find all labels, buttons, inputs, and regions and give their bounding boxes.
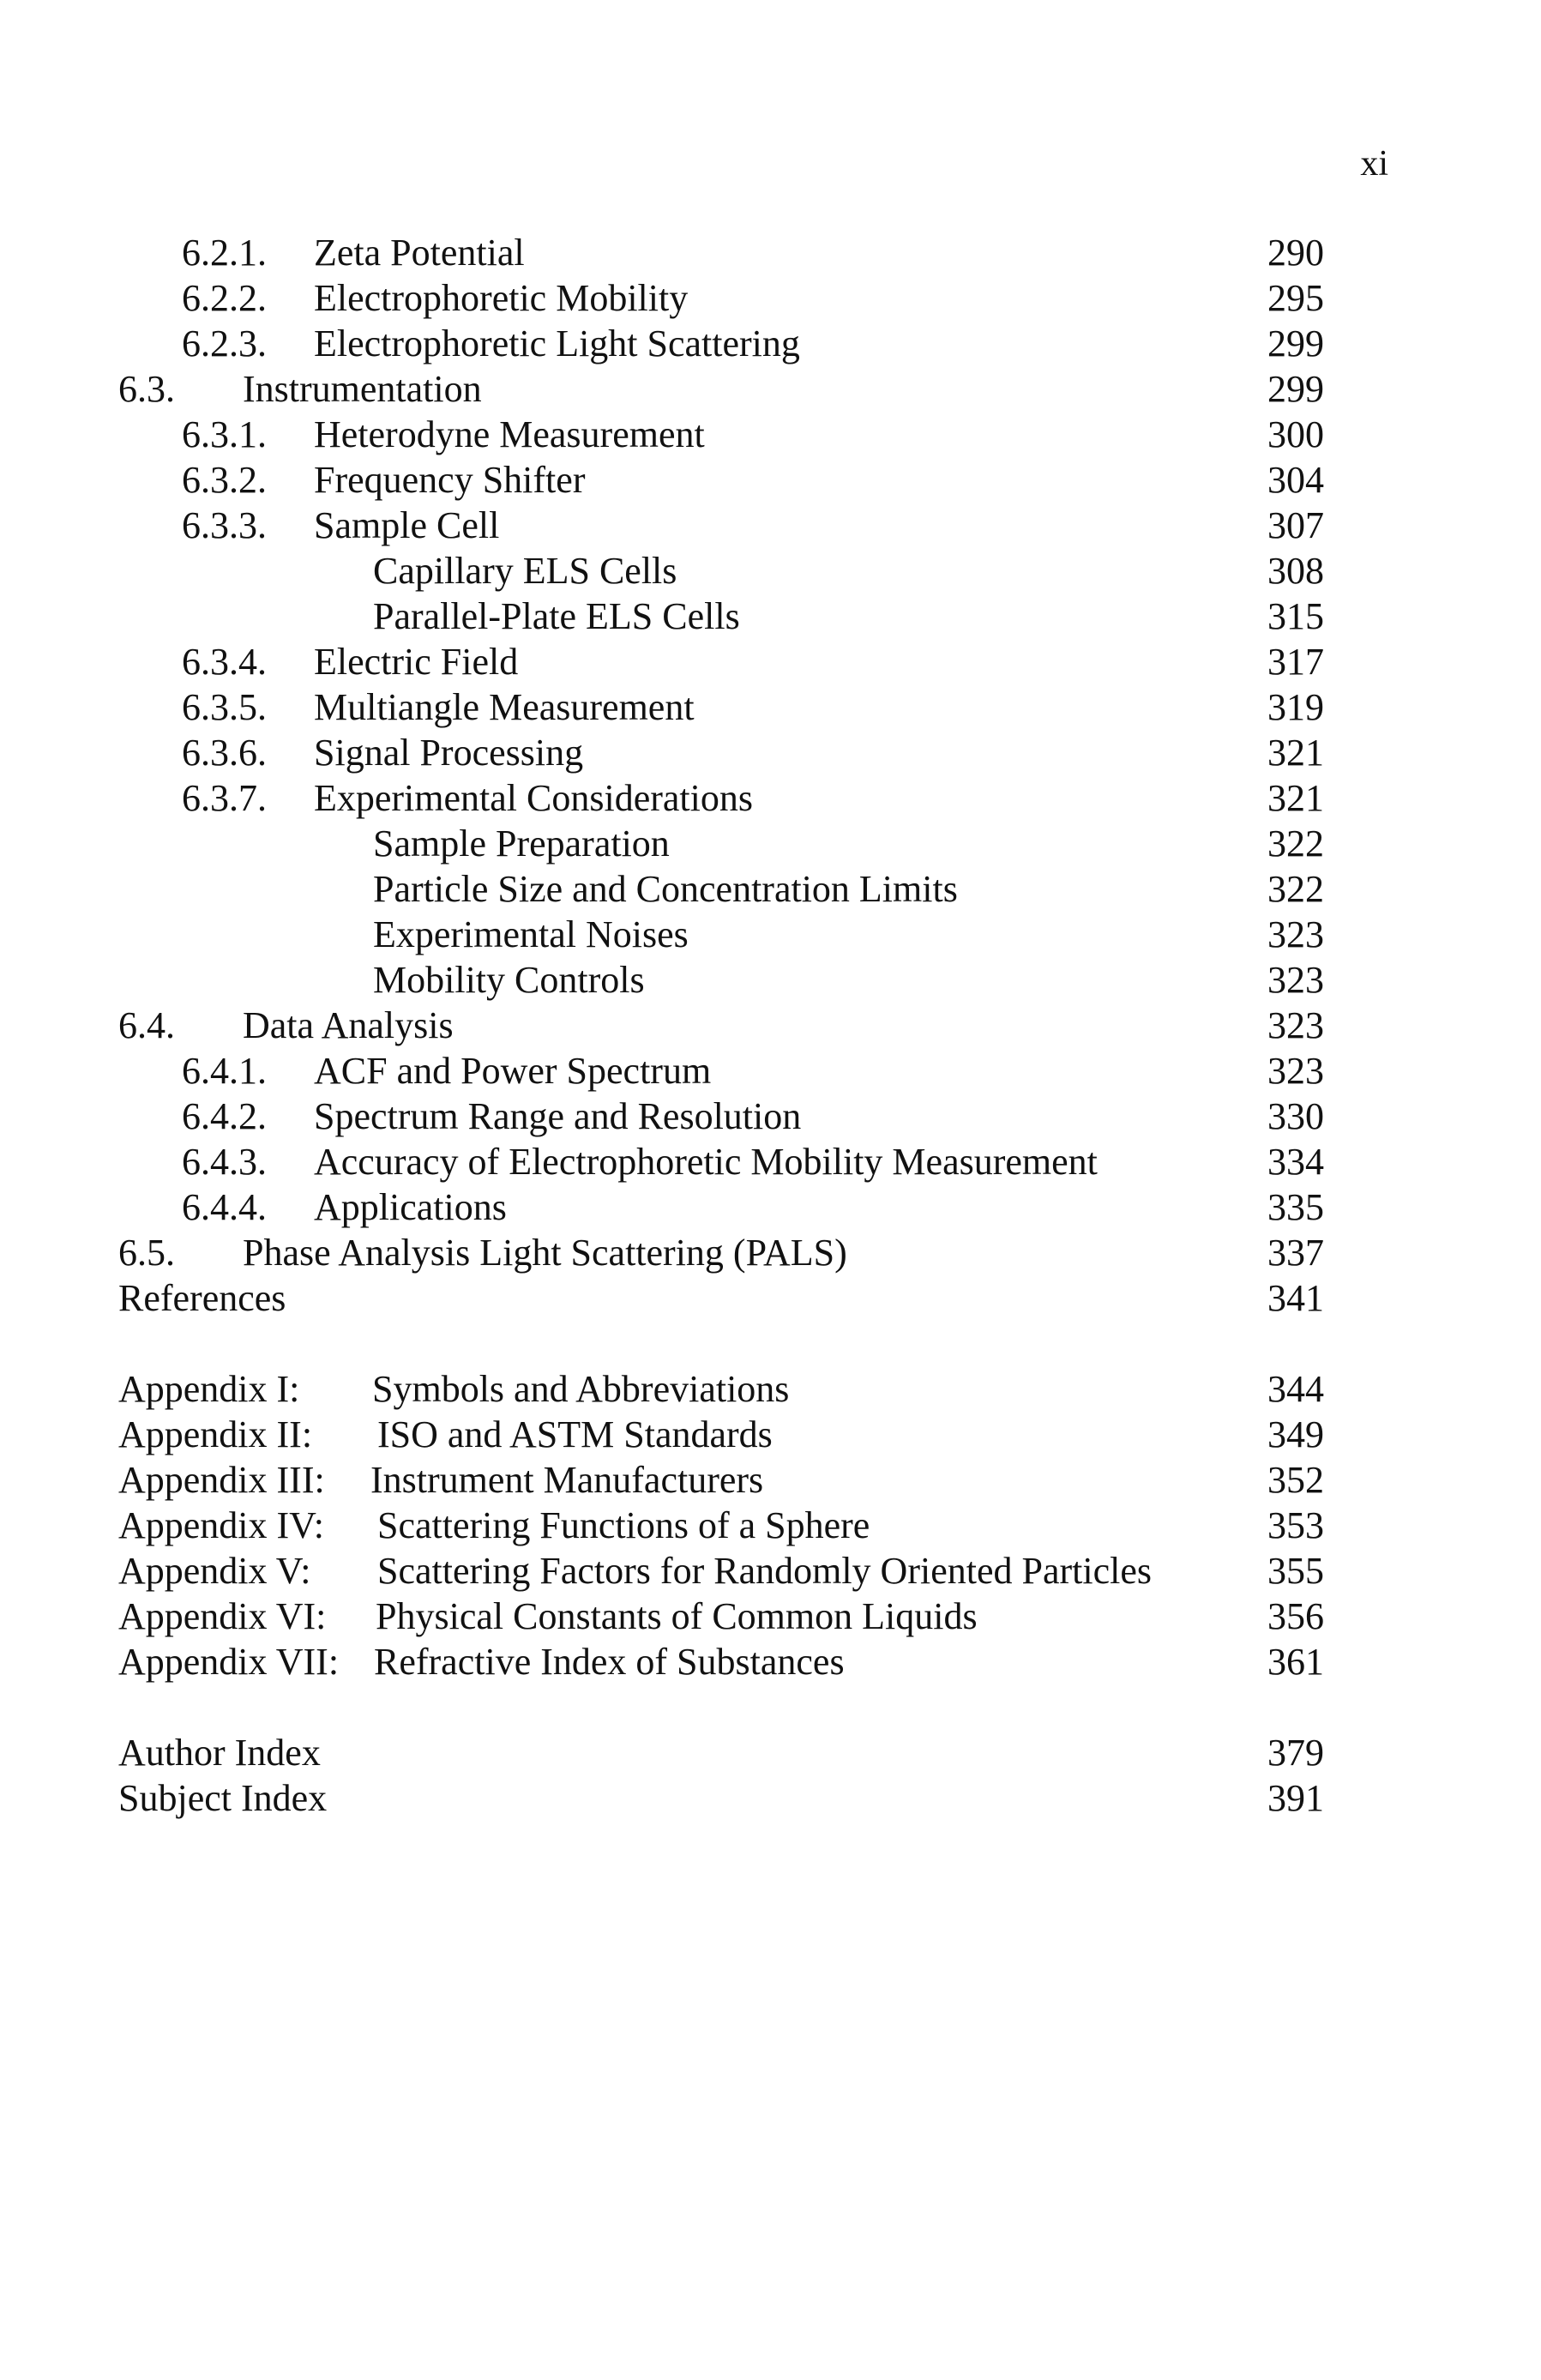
toc-entry-title: ACF and Power Spectrum <box>314 1050 712 1092</box>
index-entry[interactable] <box>0 1775 1541 1822</box>
toc-entry-page: 307 <box>1267 504 1324 546</box>
toc-entry-page: 321 <box>1267 777 1324 819</box>
index-title: Subject Index <box>118 1777 328 1819</box>
toc-entry-title: Signal Processing <box>314 732 584 774</box>
toc-entry-title: Experimental Considerations <box>314 777 753 819</box>
toc-entry[interactable] <box>0 412 1541 458</box>
appendix-page: 352 <box>1267 1459 1324 1501</box>
toc-entry[interactable] <box>0 321 1541 367</box>
toc-entry-page: 299 <box>1267 322 1324 365</box>
toc-entry-title: Applications <box>314 1186 507 1228</box>
toc-entry-number: 6.2.1. <box>182 232 267 274</box>
toc-entry-number: 6.4.3. <box>182 1141 267 1183</box>
toc-entry-title: Spectrum Range and Resolution <box>314 1095 802 1137</box>
appendix-entry[interactable] <box>0 1548 1541 1594</box>
toc-entry-page: 319 <box>1267 686 1324 728</box>
appendix-entry[interactable] <box>0 1594 1541 1640</box>
toc-entry[interactable] <box>0 1275 1541 1322</box>
toc-entry-title: Sample Preparation <box>373 822 670 865</box>
appendix-entry[interactable] <box>0 1503 1541 1549</box>
toc-entry-number: 6.3. <box>118 368 175 410</box>
appendix-page: 355 <box>1267 1550 1324 1592</box>
index-page: 379 <box>1267 1732 1324 1774</box>
appendix-title: Physical Constants of Common Liquids <box>376 1595 978 1637</box>
toc-entry-title: Particle Size and Concentration Limits <box>373 868 958 910</box>
toc-entry-page: 315 <box>1267 595 1324 637</box>
toc-entry[interactable] <box>0 548 1541 594</box>
toc-entry-page: 321 <box>1267 732 1324 774</box>
toc-entry[interactable] <box>0 866 1541 913</box>
toc-entry-title: Capillary ELS Cells <box>373 550 677 592</box>
appendix-title: Symbols and Abbreviations <box>372 1368 790 1410</box>
appendix-page: 361 <box>1267 1641 1324 1683</box>
toc-entry-page: 323 <box>1267 913 1324 955</box>
toc-entry[interactable] <box>0 366 1541 413</box>
toc-entry-page: 323 <box>1267 1004 1324 1046</box>
toc-entry-number: 6.4. <box>118 1004 175 1046</box>
toc-entry-number: 6.3.7. <box>182 777 267 819</box>
index-page: 391 <box>1267 1777 1324 1819</box>
appendix-title: Scattering Factors for Randomly Oriented Particles <box>377 1550 1152 1592</box>
appendix-title: ISO and ASTM Standards <box>377 1413 773 1455</box>
toc-entry-number: 6.3.2. <box>182 459 267 501</box>
toc-entry-title: Electric Field <box>314 641 519 683</box>
toc-entry-page: 323 <box>1267 1050 1324 1092</box>
toc-entry-number: 6.4.2. <box>182 1095 267 1137</box>
toc-entry[interactable] <box>0 1184 1541 1231</box>
toc-entry-page: 334 <box>1267 1141 1324 1183</box>
toc-entry-number: 6.4.4. <box>182 1186 267 1228</box>
toc-entry[interactable] <box>0 275 1541 322</box>
toc-entry[interactable] <box>0 457 1541 503</box>
toc-entry-page: 330 <box>1267 1095 1324 1137</box>
appendix-label: Appendix VI: <box>118 1595 327 1637</box>
toc-entry[interactable] <box>0 1003 1541 1049</box>
index-title: Author Index <box>118 1732 321 1774</box>
toc-entry-number: 6.2.3. <box>182 322 267 365</box>
appendix-page: 344 <box>1267 1368 1324 1410</box>
toc-entry-title: Phase Analysis Light Scattering (PALS) <box>243 1232 847 1274</box>
toc-entry-number: 6.3.5. <box>182 686 267 728</box>
toc-entry-title: Instrumentation <box>243 368 482 410</box>
toc-entry[interactable] <box>0 684 1541 731</box>
toc-entry-title: Mobility Controls <box>373 959 645 1001</box>
toc-entry[interactable] <box>0 1094 1541 1140</box>
toc-entry[interactable] <box>0 639 1541 685</box>
toc-entry-title: Electrophoretic Mobility <box>314 277 689 319</box>
toc-entry-title: Parallel-Plate ELS Cells <box>373 595 740 637</box>
toc-entry-title: Zeta Potential <box>314 232 525 274</box>
toc-entry-title: Frequency Shifter <box>314 459 586 501</box>
page-number: xi <box>1360 144 1388 184</box>
toc-entry-page: 299 <box>1267 368 1324 410</box>
appendix-page: 353 <box>1267 1504 1324 1546</box>
toc-entry-title: Multiangle Measurement <box>314 686 695 728</box>
toc-entry-number: 6.4.1. <box>182 1050 267 1092</box>
appendix-title: Scattering Functions of a Sphere <box>377 1504 870 1546</box>
toc-entry-title: Sample Cell <box>314 504 500 546</box>
appendix-label: Appendix II: <box>118 1413 313 1455</box>
appendix-entry[interactable] <box>0 1639 1541 1685</box>
appendix-label: Appendix IV: <box>118 1504 324 1546</box>
toc-entry[interactable] <box>0 230 1541 276</box>
toc-entry-number: 6.3.1. <box>182 413 267 455</box>
toc-entry[interactable] <box>0 1048 1541 1094</box>
toc-entry-page: 322 <box>1267 822 1324 865</box>
toc-entry-page: 317 <box>1267 641 1324 683</box>
toc-entry-title: Accuracy of Electrophoretic Mobility Measurement <box>314 1141 1098 1183</box>
toc-entry-number: 6.2.2. <box>182 277 267 319</box>
appendix-page: 349 <box>1267 1413 1324 1455</box>
toc-entry-title: References <box>118 1277 286 1319</box>
appendix-label: Appendix V: <box>118 1550 311 1592</box>
toc-entry-title: Experimental Noises <box>373 913 689 955</box>
appendix-page: 356 <box>1267 1595 1324 1637</box>
toc-entry-page: 290 <box>1267 232 1324 274</box>
appendix-entry[interactable] <box>0 1457 1541 1503</box>
toc-entry-number: 6.5. <box>118 1232 175 1274</box>
toc-entry-page: 341 <box>1267 1277 1324 1319</box>
toc-entry[interactable] <box>0 821 1541 867</box>
toc-entry[interactable] <box>0 775 1541 822</box>
toc-entry-page: 304 <box>1267 459 1324 501</box>
toc-entry-title: Electrophoretic Light Scattering <box>314 322 800 365</box>
toc-entry-number: 6.3.4. <box>182 641 267 683</box>
toc-entry-title: Data Analysis <box>243 1004 454 1046</box>
toc-entry-number: 6.3.3. <box>182 504 267 546</box>
appendix-label: Appendix I: <box>118 1368 300 1410</box>
index-entry[interactable] <box>0 1730 1541 1776</box>
appendix-label: Appendix III: <box>118 1459 325 1501</box>
appendix-entry[interactable] <box>0 1412 1541 1458</box>
toc-entry-page: 337 <box>1267 1232 1324 1274</box>
appendix-entry[interactable] <box>0 1366 1541 1413</box>
toc-entry-page: 323 <box>1267 959 1324 1001</box>
toc-entry[interactable] <box>0 912 1541 958</box>
toc-entry[interactable] <box>0 957 1541 1003</box>
toc-entry-page: 300 <box>1267 413 1324 455</box>
toc-entry[interactable] <box>0 730 1541 776</box>
toc-entry[interactable] <box>0 503 1541 549</box>
toc-entry-page: 322 <box>1267 868 1324 910</box>
toc-entry-number: 6.3.6. <box>182 732 267 774</box>
appendix-title: Instrument Manufacturers <box>370 1459 764 1501</box>
toc-entry[interactable] <box>0 593 1541 640</box>
toc-entry-page: 308 <box>1267 550 1324 592</box>
toc-entry[interactable] <box>0 1230 1541 1276</box>
toc-entry-title: Heterodyne Measurement <box>314 413 705 455</box>
toc-entry-page: 295 <box>1267 277 1324 319</box>
toc-entry-page: 335 <box>1267 1186 1324 1228</box>
appendix-label: Appendix VII: <box>118 1641 340 1683</box>
toc-entry[interactable] <box>0 1139 1541 1185</box>
appendix-title: Refractive Index of Substances <box>374 1641 845 1683</box>
